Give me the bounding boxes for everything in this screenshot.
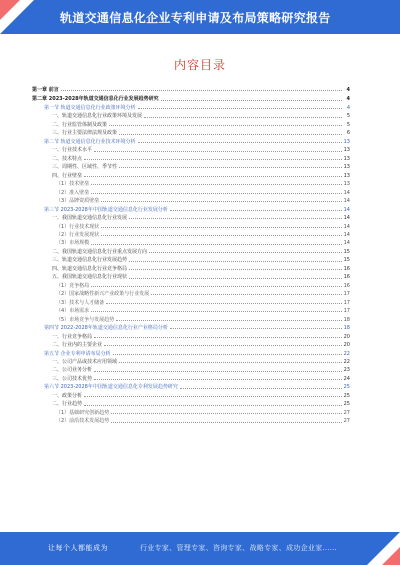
toc-entry-label: 三、轨道交通信息化行业发展趋势 [52,257,128,264]
toc-dot-leader [104,344,342,346]
toc-entry-label: （1）行业技术现状 [56,223,100,230]
toc-entry-label: 一、行业技术水平 [52,147,93,154]
toc-entry-page: 15 [343,248,350,255]
toc-entry-page: 14 [343,223,350,230]
toc-dot-leader [111,412,341,414]
table-of-contents [32,85,350,426]
toc-entry-label: （3）市场规模 [56,240,90,247]
toc-entry-page: 25 [343,401,350,408]
report-footer [0,532,400,565]
toc-entry-label: 三、行业主要法律法规及政策 [52,130,118,137]
toc-entry-label: 二、公司业务分析 [52,367,93,374]
toc-entry-page: 14 [343,215,350,222]
toc-entry[interactable] [32,392,350,400]
toc-entry-page: 16 [343,274,350,281]
toc-entry-label: 第一节 轨道交通信息化行业政策环境分析 [44,104,136,111]
toc-entry-page: 13 [343,147,350,154]
toc-entry[interactable] [32,273,350,281]
toc-dot-leader [170,327,342,329]
toc-dot-leader [129,277,342,279]
toc-dot-leader [151,293,341,295]
toc-entry-page: 18 [343,316,350,323]
toc-entry-page: 13 [343,138,350,145]
toc-dot-leader [84,395,342,397]
toc-entry-label: （4）市场需求 [56,308,90,315]
header-corner-accent [0,0,20,20]
toc-entry-label: 四、轨道交通信息化行业竞争格局 [52,265,128,272]
toc-entry-page: 16 [343,265,350,272]
toc-dot-leader [129,217,342,219]
toc-dot-leader [101,234,341,236]
toc-entry[interactable] [32,223,350,231]
toc-dot-leader [94,336,342,338]
toc-dot-leader [84,158,342,160]
toc-entry-label: 二、行业趋势 [52,401,83,408]
toc-entry-page: 23 [343,367,350,374]
toc-entry-page: 13 [343,155,350,162]
toc-entry[interactable] [32,85,350,94]
toc-entry[interactable] [32,197,350,205]
toc-entry[interactable] [32,121,350,129]
toc-entry-page: 13 [343,181,350,188]
toc-entry-page: 4 [346,87,350,93]
toc-dot-leader [91,310,341,312]
toc-entry[interactable] [32,146,350,154]
toc-entry[interactable] [32,104,350,112]
toc-entry-label: 二、我国轨道交通信息化行业重点发展方向 [52,248,148,255]
toc-entry-label: 一、轨道交通信息化行业政策环境及发展 [52,113,143,120]
toc-entry-page: 15 [343,257,350,264]
toc-entry[interactable] [32,350,350,358]
toc-dot-leader [119,361,342,363]
toc-entry[interactable] [32,299,350,307]
toc-entry[interactable] [32,94,350,103]
toc-entry-page: 20 [343,333,350,340]
toc-entry-label: （2）行业发展现状 [56,231,100,238]
toc-entry[interactable] [32,358,350,366]
toc-dot-leader [109,124,342,126]
toc-dot-leader [149,251,342,253]
toc-entry-page: 27 [343,409,350,416]
footer-corner-accent [382,547,400,565]
toc-entry-label: （3）品牌资质壁垒 [56,198,100,205]
toc-entry-page: 14 [343,231,350,238]
toc-entry-label: 一、公司产品或技术应用领域 [52,359,118,365]
toc-entry-label: 四、行业壁垒 [52,172,83,179]
toc-entry-page: 25 [343,392,350,399]
toc-entry-label: 第五节 企业专利申请布局分析 [44,350,111,357]
toc-entry[interactable] [32,112,350,120]
toc-entry[interactable] [32,417,350,425]
toc-dot-leader [91,183,341,185]
toc-entry-page: 5 [346,121,350,128]
toc-entry[interactable] [32,214,350,222]
toc-entry-label: 二、技术特点 [52,155,83,162]
toc-entry-page: 13 [343,164,350,171]
toc-entry[interactable] [32,307,350,315]
toc-dot-leader [138,141,342,143]
toc-entry[interactable] [32,138,350,146]
toc-entry[interactable] [32,400,350,408]
toc-entry[interactable] [32,341,350,349]
toc-entry-page: 16 [343,282,350,289]
toc-entry[interactable] [32,290,350,298]
toc-entry-page: 14 [343,189,350,196]
footer-tagline: 行业专家、管理专家、咨询专家、战略专家、成功企业家…… [140,544,338,552]
toc-entry-page: 24 [343,375,350,382]
toc-entry-page: 14 [343,240,350,247]
toc-entry-label: （3）技术与人才储备 [56,299,105,306]
toc-dot-leader [61,89,342,91]
toc-entry[interactable] [32,282,350,290]
toc-entry[interactable] [32,366,350,374]
toc-entry-label: （2）国家战略性新兴产业政策与行业发展 [56,291,150,298]
toc-entry[interactable] [32,180,350,188]
toc-entry-page: 13 [343,172,350,179]
toc-entry-label: （2）准入壁垒 [56,189,90,196]
toc-entry-label: 三、周期性、区域性、季节性 [52,164,118,171]
toc-dot-leader [91,243,341,245]
toc-entry[interactable] [32,172,350,180]
report-header [0,0,400,34]
toc-entry-label: 第二章 2023-2028年轨道交通信息化行业发展趋势研究 [32,96,159,103]
toc-entry-page: 14 [343,206,350,213]
toc-entry[interactable] [32,265,350,273]
toc-entry[interactable] [32,239,350,247]
toc-heading: 内容目录 [173,58,226,72]
toc-entry-label: （1）竞争格局 [56,282,90,289]
toc-entry-page: 17 [343,299,350,306]
toc-dot-leader [94,378,342,380]
toc-dot-leader [170,209,342,211]
toc-dot-leader [119,133,342,135]
toc-dot-leader [144,116,342,118]
footer-slogan: 让每个人都能成为 [48,544,108,552]
toc-dot-leader [113,353,342,355]
toc-entry-label: 五、我国轨道交通信息化行业现状 [52,274,128,281]
toc-dot-leader [91,285,341,287]
toc-entry-label: 一、我国轨道交通信息化行业发展 [52,215,128,222]
toc-entry[interactable] [32,248,350,256]
toc-dot-leader [94,150,342,152]
toc-entry[interactable] [32,375,350,383]
toc-entry-label: 二、行业监管体制及政策 [52,121,108,128]
toc-entry-page: 25 [343,384,350,391]
toc-entry-page: 20 [343,342,350,349]
toc-entry-label: 第二节 轨道交通信息化行业技术环境分析 [44,138,136,145]
toc-entry-label: 三、公司技术优势 [52,375,93,382]
toc-entry-page: 17 [343,308,350,315]
toc-entry-label: （1）技术壁垒 [56,181,90,188]
toc-entry[interactable] [32,189,350,197]
toc-dot-leader [101,200,341,202]
toc-entry-label: 第六节 2023-2028年中国轨道交通信息化专利发展趋势研究 [44,384,178,391]
toc-entry[interactable] [32,129,350,137]
toc-entry-page: 22 [343,350,350,357]
toc-entry[interactable] [32,333,350,341]
toc-entry[interactable] [32,256,350,264]
toc-entry-label: （2）前沿技术发展趋势 [56,418,110,425]
toc-entry-label: 二、行业内的主要企业 [52,342,103,349]
toc-entry-page: 18 [343,325,350,332]
toc-entry[interactable] [32,206,350,214]
toc-entry-label: （5）市场竞争与发展趋势 [56,316,115,323]
toc-entry-page: 17 [343,291,350,298]
toc-dot-leader [111,421,341,423]
toc-dot-leader [129,260,342,262]
toc-entry-page: 4 [346,96,350,103]
toc-entry[interactable] [32,316,350,324]
toc-entry[interactable] [32,155,350,163]
report-title: 轨道交通信息化企业专利申请及布局策略研究报告 [60,11,331,25]
toc-entry[interactable] [32,324,350,332]
toc-entry-page: 4 [346,104,350,111]
toc-entry-page: 14 [343,198,350,205]
toc-entry[interactable] [32,231,350,239]
toc-entry-page: 22 [343,359,350,365]
toc-entry-label: 第三节 2023-2028年中国轨道交通信息化行业发展分析 [44,206,168,213]
toc-entry[interactable] [32,163,350,171]
toc-dot-leader [180,387,342,389]
toc-dot-leader [84,175,342,177]
toc-entry-page: 27 [343,418,350,425]
toc-entry-page: 5 [346,113,350,120]
toc-dot-leader [129,268,342,270]
toc-entry[interactable] [32,409,350,417]
toc-dot-leader [84,404,342,406]
toc-dot-leader [91,192,341,194]
toc-dot-leader [101,226,341,228]
toc-entry-page: 6 [346,130,350,137]
toc-dot-leader [116,319,341,321]
toc-dot-leader [138,107,342,109]
toc-dot-leader [161,99,342,101]
toc-dot-leader [94,370,342,372]
toc-entry-label: 第四节 2022-2028年轨道交通信息化行业产业格局分析 [44,325,168,332]
toc-entry[interactable] [32,383,350,391]
toc-entry-label: （1）基础研究创新趋势 [56,409,110,416]
toc-dot-leader [119,166,342,168]
toc-entry-label: 一、政策分析 [52,392,83,399]
toc-entry-label: 第一章 前言 [32,87,59,93]
toc-entry-label: 一、行业竞争格局 [52,333,93,340]
toc-dot-leader [106,302,341,304]
